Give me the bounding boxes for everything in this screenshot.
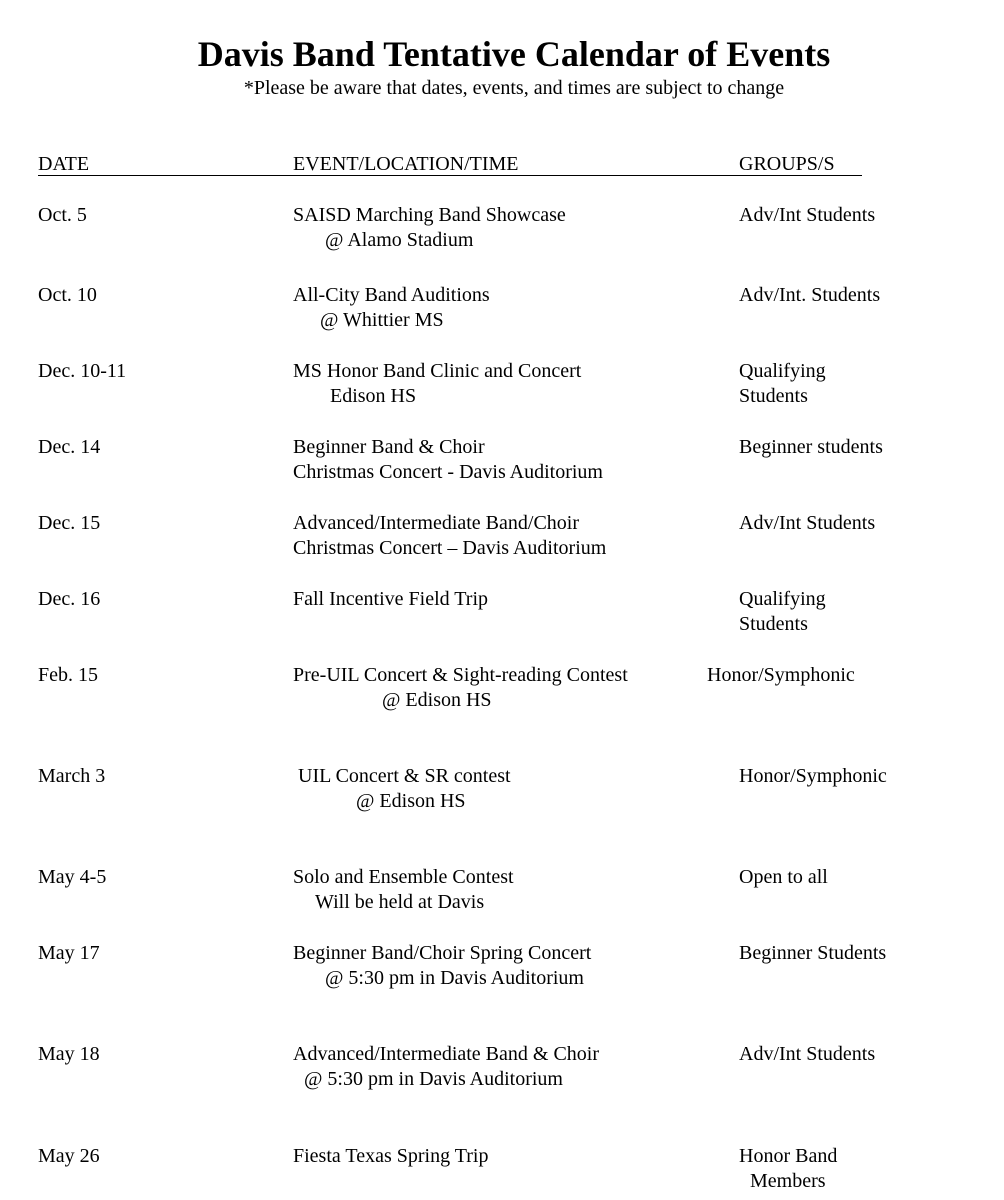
event-group-line: Honor Band: [739, 1145, 838, 1167]
event-date: March 3: [38, 765, 106, 787]
event-date: May 18: [38, 1043, 100, 1065]
event-groups: [739, 203, 875, 228]
event-groups: [739, 435, 883, 460]
event-groups: [739, 359, 826, 409]
event-details: [293, 359, 581, 409]
event-groups: [739, 511, 875, 536]
event-title: Advanced/Intermediate Band & Choir: [293, 1043, 600, 1065]
event-location: Will be held at Davis: [315, 891, 485, 913]
event-details: [293, 941, 591, 991]
event-groups: [707, 663, 855, 688]
event-group-line: Honor/Symphonic: [739, 765, 887, 787]
event-groups: [739, 587, 826, 637]
event-group-line: Adv/Int Students: [739, 1043, 876, 1065]
event-title: All-City Band Auditions: [293, 284, 490, 306]
event-title: SAISD Marching Band Showcase: [293, 204, 566, 226]
event-date: Feb. 15: [38, 664, 98, 686]
event-date: Dec. 16: [38, 588, 101, 610]
event-date: Dec. 10-11: [38, 360, 127, 382]
event-title: Beginner Band/Choir Spring Concert: [293, 942, 592, 964]
event-title: Beginner Band & Choir: [293, 436, 485, 458]
event-location: @ 5:30 pm in Davis Auditorium: [304, 1068, 563, 1090]
event-location: @ 5:30 pm in Davis Auditorium: [325, 967, 584, 989]
event-title: Fiesta Texas Spring Trip: [293, 1145, 489, 1167]
event-location: @ Alamo Stadium: [325, 229, 474, 251]
event-date: Dec. 14: [38, 436, 101, 458]
event-title: Advanced/Intermediate Band/Choir: [293, 512, 580, 534]
event-details: [293, 587, 488, 612]
event-group-line: Students: [739, 613, 808, 635]
event-details: [293, 865, 514, 915]
event-title: Pre-UIL Concert & Sight-reading Contest: [293, 664, 628, 686]
event-details: [293, 1042, 599, 1092]
event-group-line: Qualifying: [739, 588, 826, 610]
event-location: @ Edison HS: [382, 689, 492, 711]
event-date: Dec. 15: [38, 512, 101, 534]
event-groups: [739, 865, 828, 890]
event-groups: [739, 764, 887, 789]
event-group-line: Members: [750, 1170, 826, 1192]
event-location: @ Edison HS: [356, 790, 466, 812]
event-groups: [739, 283, 880, 308]
event-location: Christmas Concert - Davis Auditorium: [293, 461, 603, 483]
event-title: MS Honor Band Clinic and Concert: [293, 360, 582, 382]
event-details: [293, 511, 606, 561]
event-date: Oct. 10: [38, 284, 97, 306]
event-details: [293, 663, 628, 713]
event-location: Edison HS: [330, 385, 417, 407]
event-group-line: Qualifying: [739, 360, 826, 382]
event-location: @ Whittier MS: [320, 309, 444, 331]
event-details: [293, 203, 566, 253]
header-rule: [38, 175, 862, 176]
event-details: [293, 1144, 488, 1169]
column-header-date: DATE: [38, 153, 90, 175]
event-group-line: Adv/Int. Students: [739, 284, 881, 306]
event-details: [293, 435, 603, 485]
column-header-groups: GROUPS/S: [739, 153, 835, 175]
event-groups: [739, 1144, 837, 1194]
event-group-line: Open to all: [739, 866, 828, 888]
event-date: May 17: [38, 942, 100, 964]
page-subtitle: *Please be aware that dates, events, and times are subject to change: [243, 77, 785, 99]
event-title: Fall Incentive Field Trip: [293, 588, 488, 610]
column-header-event: EVENT/LOCATION/TIME: [293, 153, 519, 175]
event-location: Christmas Concert – Davis Auditorium: [293, 537, 607, 559]
event-details: [298, 764, 511, 814]
event-groups: [739, 941, 886, 966]
event-group-line: Beginner students: [739, 436, 883, 458]
event-details: [293, 283, 490, 333]
event-group-line: Adv/Int Students: [739, 512, 876, 534]
event-group-line: Adv/Int Students: [739, 204, 876, 226]
event-group-line: Beginner Students: [739, 942, 887, 964]
event-title: Solo and Ensemble Contest: [293, 866, 514, 888]
event-group-line: Students: [739, 385, 808, 407]
event-title: UIL Concert & SR contest: [298, 765, 511, 787]
page-title: Davis Band Tentative Calendar of Events: [197, 34, 831, 74]
event-date: Oct. 5: [38, 204, 87, 226]
event-group-line: Honor/Symphonic: [707, 664, 855, 686]
event-date: May 4-5: [38, 866, 107, 888]
event-groups: [739, 1042, 875, 1067]
event-date: May 26: [38, 1145, 100, 1167]
